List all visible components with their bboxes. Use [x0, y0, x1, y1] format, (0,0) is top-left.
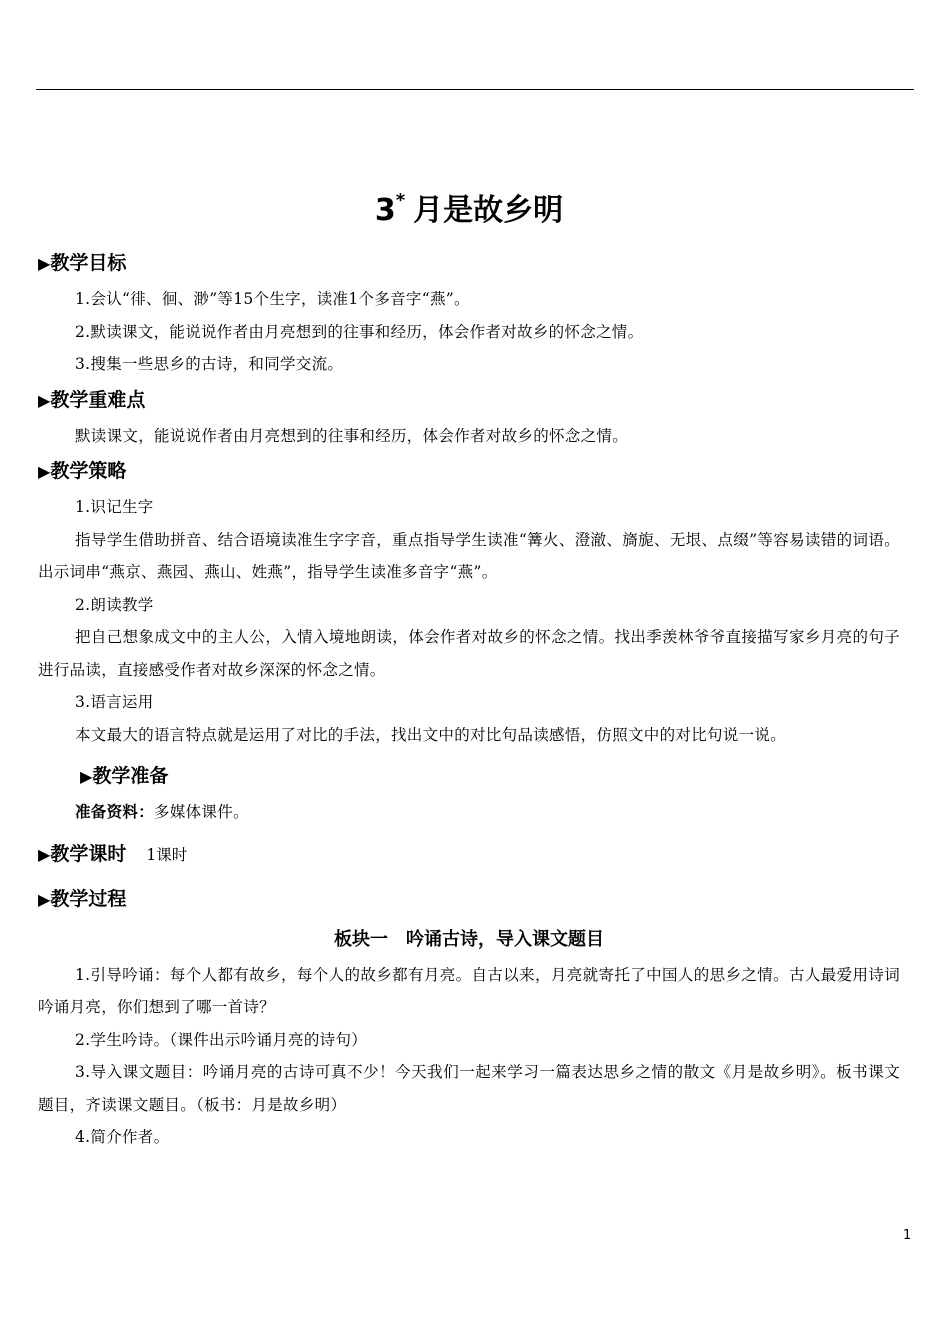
hours-value: 1课时 [146, 845, 188, 864]
strategy-subtitle: 2.朗读教学 [75, 595, 154, 614]
section-strategy-heading: ▶教学策略 [38, 460, 127, 482]
section-goals-heading: ▶教学目标 [38, 252, 127, 274]
prep-line [38, 796, 900, 829]
block-one-title: 板块一 吟诵古诗，导入课文题目 [334, 928, 604, 950]
optional-lesson-mark: * [395, 190, 406, 211]
strategy-text: 指导学生借助拼音、结合语境读准生字字音，重点指导学生读准“篝火、澄澈、旖旎、无垠、点缀”等容易读错的词语。出示词串“燕京、燕园、燕山、姓燕”，指导学生读准多音字“燕”。 [38, 530, 900, 581]
triangle-bullet-icon: ▶ [80, 767, 93, 786]
header-rule [36, 89, 914, 90]
prep-label: 准备资料： [75, 803, 155, 821]
document-body [38, 174, 900, 1154]
strategy-text: 把自己想象成文中的主人公，入情入境地朗读，体会作者对故乡的怀念之情。找出季羡林爷爷直接描写家乡月亮的句子进行品读，直接感受作者对故乡深深的怀念之情。 [38, 628, 900, 679]
process-item: 1.引导吟诵：每个人都有故乡，每个人的故乡都有月亮。自古以来，月亮就寄托了中国人的思乡之情。古人最爱用诗词吟诵月亮，你们想到了哪一首诗？ [38, 965, 900, 1016]
triangle-bullet-icon: ▶ [38, 254, 51, 273]
process-item: 3.导入课文题目：吟诵月亮的古诗可真不少！今天我们一起来学习一篇表达思乡之情的散文《月是故乡明》。板书课文题目，齐读课文题目。（板书：月是故乡明） [38, 1063, 900, 1114]
section-process-heading: ▶教学过程 [38, 887, 127, 910]
lesson-title-text: 月是故乡明 [413, 193, 564, 228]
difficulty-text: 默读课文，能说说作者由月亮想到的往事和经历，体会作者对故乡的怀念之情。 [75, 426, 629, 445]
section-hours-heading: ▶教学课时 1课时 [38, 842, 188, 865]
process-item: 2.学生吟诗。（课件出示吟诵月亮的诗句） [75, 1030, 368, 1049]
page-number: 1 [903, 1228, 912, 1243]
triangle-bullet-icon: ▶ [38, 462, 51, 481]
triangle-bullet-icon: ▶ [38, 889, 51, 909]
triangle-bullet-icon: ▶ [38, 390, 51, 410]
section-difficulty-heading: ▶教学重难点 [38, 388, 146, 411]
goal-item: 1.会认“徘、徊、渺”等15个生字，读准1个多音字“燕”。 [75, 290, 470, 308]
prep-text: 多媒体课件。 [154, 803, 249, 821]
process-item: 4.简介作者。 [75, 1128, 170, 1146]
strategy-subtitle: 3.语言运用 [75, 693, 154, 711]
strategy-text: 本文最大的语言特点就是运用了对比的手法，找出文中的对比句品读感悟，仿照文中的对比句说一说。 [75, 725, 787, 744]
lesson-title [38, 174, 900, 238]
strategy-subtitle: 1.识记生字 [75, 498, 154, 516]
goal-item: 3.搜集一些思乡的古诗，和同学交流。 [75, 355, 344, 373]
triangle-bullet-icon: ▶ [38, 844, 51, 864]
goal-item: 2.默读课文，能说说作者由月亮想到的往事和经历，体会作者对故乡的怀念之情。 [75, 322, 644, 341]
section-prep-heading: ▶教学准备 [80, 765, 169, 787]
lesson-number: 3 [374, 193, 396, 228]
